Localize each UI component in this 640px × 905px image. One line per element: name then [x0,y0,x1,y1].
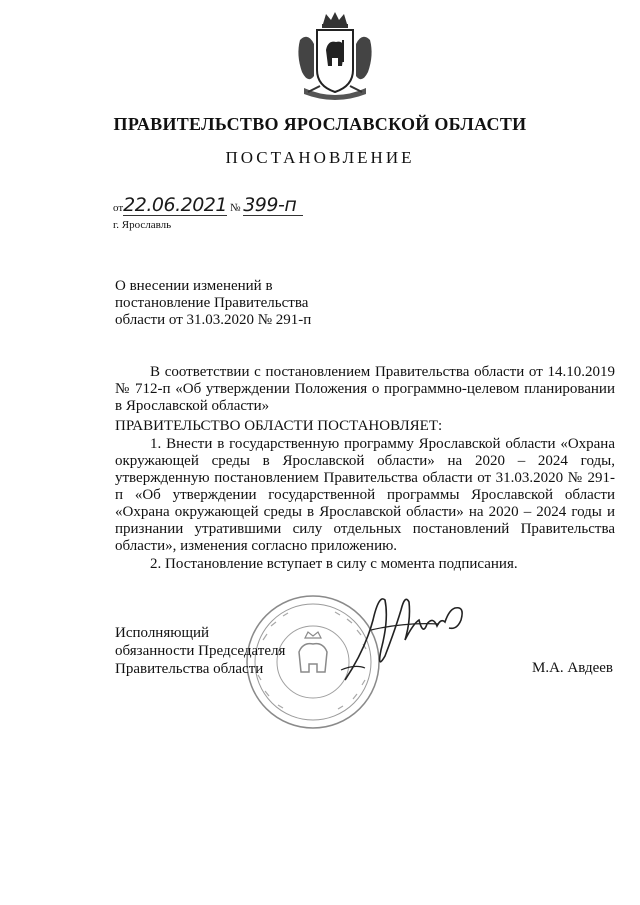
date-number-line [113,195,303,216]
number-prefix: № [229,202,241,214]
signatory-title-line: Правительства области [115,661,264,677]
signatory-title-line: обязанности Председателя [115,643,286,659]
date-prefix: от [113,202,124,214]
preamble-paragraph: В соответствии с постановлением Правительства области от 14.10.2019 № 712-п «Об утверждении Положения о программно-целевом планировании в Ярославской области» [115,364,615,414]
item-1-paragraph: 1. Внести в государственную программу Ярославской области «Охрана окружающей среды в Ярославской области» на 2020 – 2024 годы, утвержденную постановлением Правительства области от 31.03.2020 № 291-п «Об утверждении государственной программы Ярославской области «Охрана окружающей среды в Ярославской области» на 2020 – 2024 годы и признании утратившими силу отдельных постановлений Правительства области», изменения согласно приложению. [115,436,615,554]
item-2-paragraph: 2. Постановление вступает в силу с момента подписания. [150,556,518,572]
signatory-title-line: Исполняющий [115,625,210,641]
city: г. Ярославль [113,219,172,231]
document-subject [115,278,311,329]
document-number: 399-п [243,195,303,216]
government-title: ПРАВИТЕЛЬСТВО ЯРОСЛАВСКОЙ ОБЛАСТИ [113,114,527,134]
signatory-title [115,624,285,678]
subject-line: О внесении изменений в [115,278,273,294]
coat-of-arms-icon [290,10,380,102]
document-type: ПОСТАНОВЛЕНИЕ [225,148,415,167]
signatory-name: М.А. Авдеев [532,660,613,676]
resolves-line: ПРАВИТЕЛЬСТВО ОБЛАСТИ ПОСТАНОВЛЯЕТ: [115,418,443,434]
document-date: 22.06.2021 [123,194,227,216]
subject-line: постановление Правительства [115,295,309,311]
handwritten-signature-icon [335,580,475,690]
subject-line: области от 31.03.2020 № 291-п [115,312,312,328]
